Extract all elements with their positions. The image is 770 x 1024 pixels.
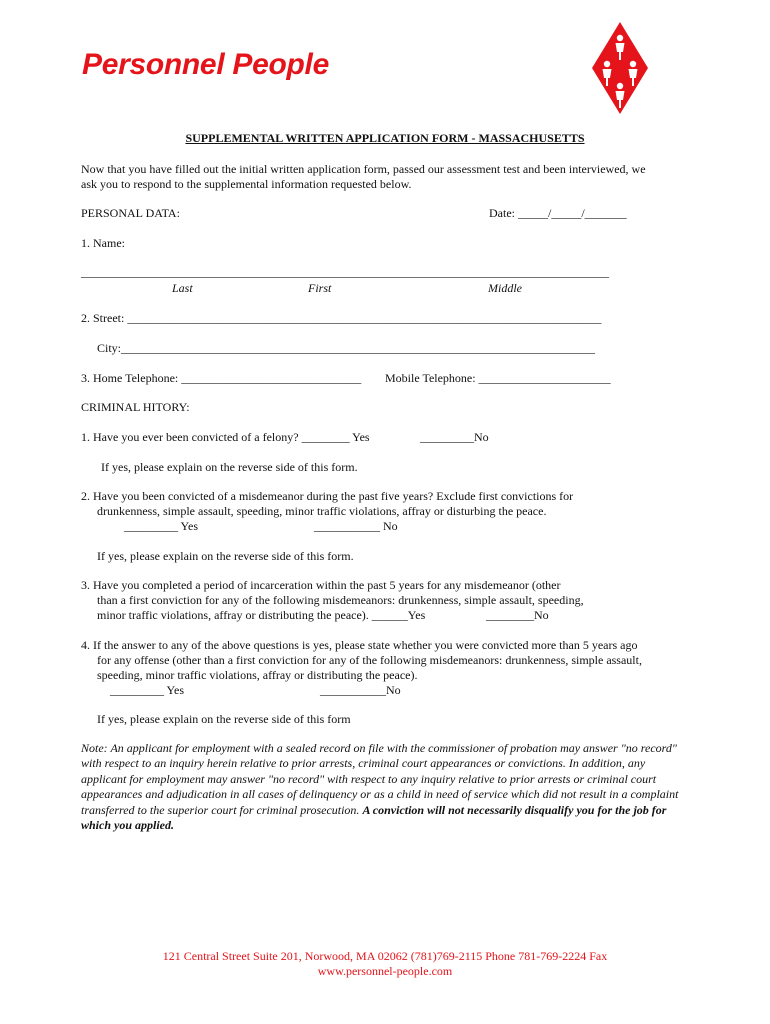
- legal-note-bold: A conviction will not necessarily disqualify you for the job for which you applied.: [81, 802, 667, 833]
- question-3-line-2: than a first conviction for any of the following misdemeanors: drunkenness, simple assault, speeding,: [97, 593, 584, 607]
- name-field[interactable]: ________________________________________________________________________________________: [81, 265, 609, 279]
- intro-line-1: Now that you have filled out the initial written application form, passed our assessment test and been interviewed, we: [81, 162, 646, 176]
- question-1[interactable]: 1. Have you ever been convicted of a felony? ________ Yes: [81, 430, 370, 444]
- home-telephone-field[interactable]: 3. Home Telephone: ______________________________: [81, 371, 362, 385]
- footer-address: 121 Central Street Suite 201, Norwood, MA 02062 (781)769-2115 Phone 781-769-2224 Fax: [162, 949, 608, 963]
- question-4-line-1: 4. If the answer to any of the above questions is yes, please state whether you were convicted more than 5 years ago: [81, 638, 638, 652]
- intro-line-2: ask you to respond to the supplemental information requested below.: [81, 177, 412, 191]
- question-4-no-field[interactable]: ___________No: [320, 683, 401, 697]
- legal-note: [81, 741, 681, 833]
- question-4-line-3: speeding, minor traffic violations, affray or distributing the peace).: [97, 668, 418, 682]
- name-last-caption: Last: [172, 281, 193, 295]
- question-2-explain: If yes, please explain on the reverse side of this form.: [97, 549, 354, 563]
- question-1-no-field[interactable]: _________No: [420, 430, 489, 444]
- street-field[interactable]: 2. Street: _______________________________________________________________________________: [81, 311, 602, 325]
- question-3-line-3[interactable]: minor traffic violations, affray or distributing the peace). ______Yes: [97, 608, 426, 622]
- question-4-yes-field[interactable]: _________ Yes: [110, 683, 185, 697]
- city-field[interactable]: City:_______________________________________________________________________________: [97, 341, 596, 355]
- question-3-no-field[interactable]: ________No: [486, 608, 549, 622]
- question-2-line-1: 2. Have you been convicted of a misdemeanor during the past five years? Exclude first convictions for: [81, 489, 574, 503]
- diamond-people-logo-icon: [590, 20, 650, 116]
- form-title: SUPPLEMENTAL WRITTEN APPLICATION FORM - MASSACHUSETTS: [185, 131, 585, 145]
- legal-note-text: Note: An applicant for employment with a sealed record on file with the commissioner of probation may answer "no record" with respect to an inquiry herein relative to prior arrests, criminal court appearances or convictions. In addition, any applicant for employment may answer "no record" with respect to any inquiry relative to prior arrests or criminal court appearances and adjudication in all cases of delinquency or as a child in need of service which did not result in a complaint transferred to the superior court for criminal prosecution.: [81, 741, 679, 817]
- footer-website[interactable]: www.personnel-people.com: [317, 964, 453, 978]
- question-2-line-2: drunkenness, simple assault, speeding, minor traffic violations, affray or disturbing the peace.: [97, 504, 547, 518]
- question-1-explain: If yes, please explain on the reverse side of this form.: [101, 460, 358, 474]
- question-2-yes-field[interactable]: _________ Yes: [124, 519, 199, 533]
- personal-data-heading: PERSONAL DATA:: [81, 206, 180, 220]
- date-field[interactable]: Date: _____/_____/_______: [489, 206, 627, 220]
- mobile-telephone-field[interactable]: Mobile Telephone: ______________________: [385, 371, 611, 385]
- question-4-line-2: for any offense (other than a first conviction for any of the following misdemeanors: drunkenness, simple assault,: [97, 653, 642, 667]
- name-label: 1. Name:: [81, 236, 125, 250]
- criminal-history-heading: CRIMINAL HITORY:: [81, 400, 190, 414]
- question-2-no-field[interactable]: ___________ No: [314, 519, 398, 533]
- name-first-caption: First: [308, 281, 332, 295]
- question-4-explain: If yes, please explain on the reverse side of this form: [97, 712, 351, 726]
- company-name: Personnel People: [82, 48, 329, 81]
- question-3-line-1: 3. Have you completed a period of incarceration within the past 5 years for any misdemeanor (other: [81, 578, 561, 592]
- name-middle-caption: Middle: [488, 281, 522, 295]
